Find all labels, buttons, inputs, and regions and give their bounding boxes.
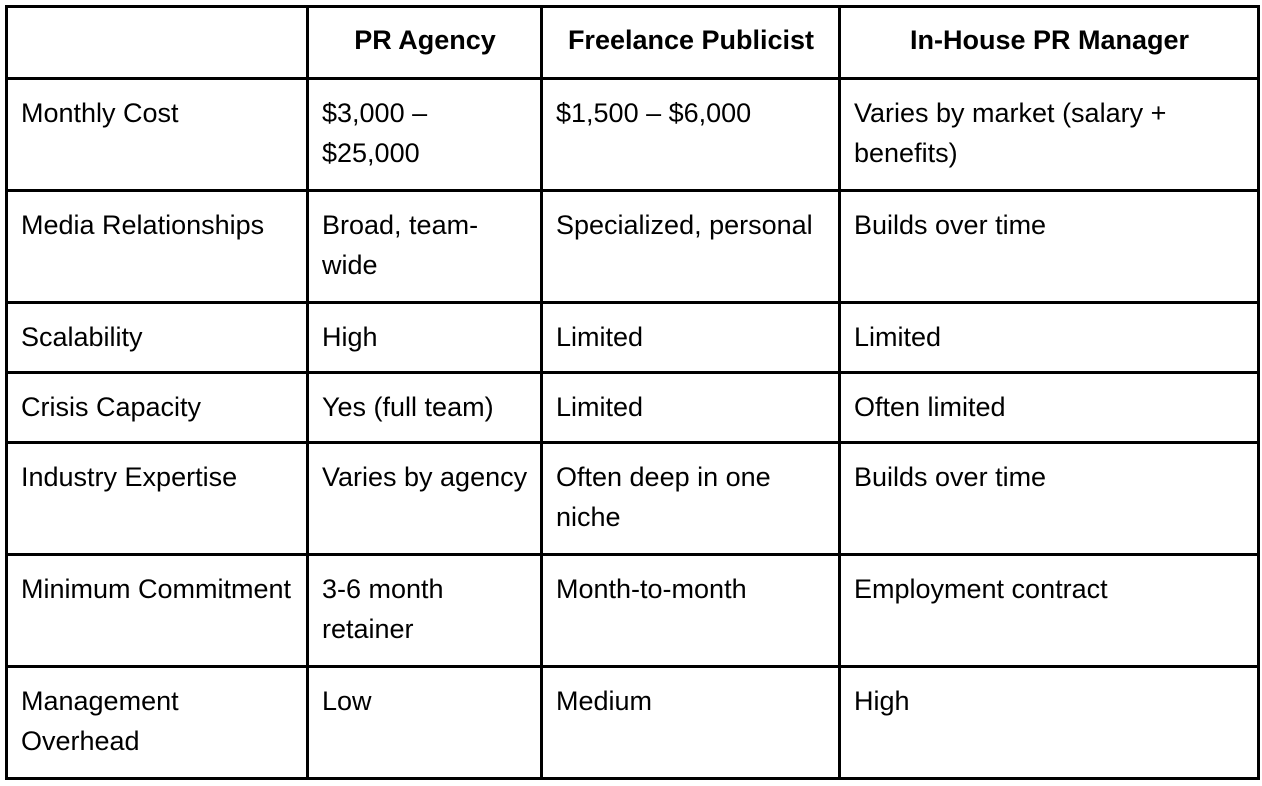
table-cell: Employment contract [840,555,1259,667]
header-cell-empty [7,7,308,79]
table-cell: High [840,667,1259,779]
table-row [7,79,1259,191]
table-cell: Yes (full team) [308,373,542,443]
table-row [7,373,1259,443]
table-row [7,191,1259,303]
table-cell: Builds over time [840,191,1259,303]
table-row [7,555,1259,667]
table-row [7,443,1259,555]
header-cell-in-house-pr-manager: In-House PR Manager [840,7,1259,79]
table-cell: High [308,303,542,373]
table-cell: Varies by agency [308,443,542,555]
table-cell: Medium [542,667,840,779]
table-cell: 3-6 month retainer [308,555,542,667]
table-cell: Specialized, personal [542,191,840,303]
table-row [7,667,1259,779]
table-row [7,303,1259,373]
row-label: Crisis Capacity [7,373,308,443]
table-cell: Month-to-month [542,555,840,667]
table-cell: $1,500 – $6,000 [542,79,840,191]
table-cell: $3,000 – $25,000 [308,79,542,191]
table-cell: Often deep in one niche [542,443,840,555]
row-label: Monthly Cost [7,79,308,191]
comparison-table-container [5,5,1260,780]
row-label: Scalability [7,303,308,373]
table-cell: Limited [542,303,840,373]
table-cell: Low [308,667,542,779]
row-label: Minimum Commitment [7,555,308,667]
row-label: Management Overhead [7,667,308,779]
header-cell-freelance-publicist: Freelance Publicist [542,7,840,79]
table-cell: Varies by market (salary + benefits) [840,79,1259,191]
row-label: Media Relationships [7,191,308,303]
header-row [7,7,1259,79]
pr-options-comparison-table [5,5,1260,780]
table-cell: Limited [840,303,1259,373]
row-label: Industry Expertise [7,443,308,555]
header-cell-pr-agency: PR Agency [308,7,542,79]
table-cell: Often limited [840,373,1259,443]
table-cell: Builds over time [840,443,1259,555]
table-cell: Limited [542,373,840,443]
table-cell: Broad, team-wide [308,191,542,303]
